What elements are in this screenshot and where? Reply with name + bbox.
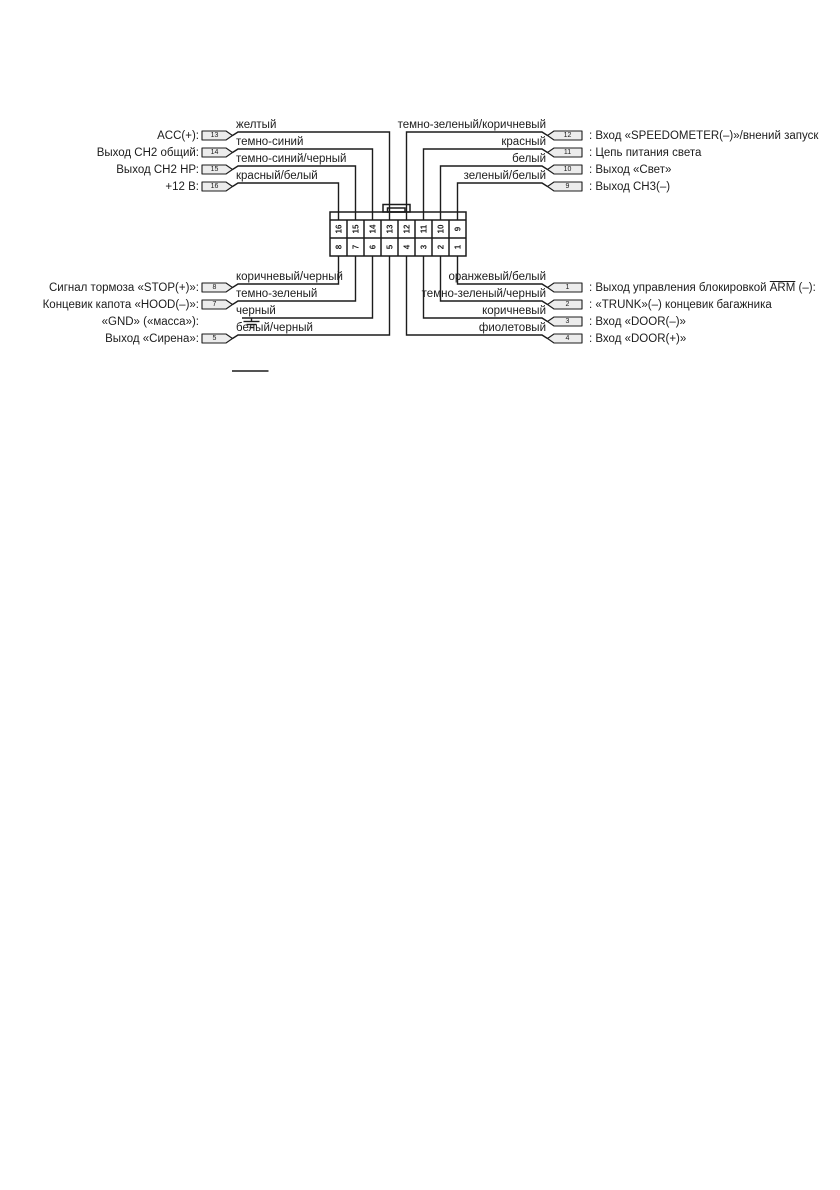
terminal-label-siren: Выход «Сирена»: xyxy=(105,332,199,345)
wire-color-label-9: зеленый/белый xyxy=(463,170,546,182)
terminal-label-12v: +12 В: xyxy=(165,180,199,193)
pin-tag-number-9: 9 xyxy=(565,183,570,190)
wire-color-label-11: красный xyxy=(501,136,546,148)
connector-pin-1: 1 xyxy=(453,244,462,250)
connector-pin-15: 15 xyxy=(351,224,360,234)
wire-color-label-12: темно-зеленый/коричневый xyxy=(397,119,546,131)
wire-color-label-8: коричневый/черный xyxy=(236,271,343,283)
wire-9 xyxy=(458,183,548,220)
terminal-label-speedometer: : Вход «SPEEDOMETER(–)»/внений запуск xyxy=(589,129,819,142)
terminal-label-stop: Сигнал тормоза «STOP(+)»: xyxy=(48,281,199,294)
wire-16 xyxy=(233,183,339,220)
pin-tag-number-11: 11 xyxy=(563,149,572,156)
wire-color-label-1: оранжевый/белый xyxy=(448,271,546,283)
arm-label-overlined: $\overline{ARM}$ xyxy=(769,281,796,294)
arm-label-post: (–): xyxy=(795,281,816,294)
pin-tag-number-12: 12 xyxy=(563,132,572,139)
pin-tag-number-2: 2 xyxy=(565,301,570,308)
wire-color-label-4: фиолетовый xyxy=(478,322,546,334)
terminal-label-hood: Концевик капота «HOOD(–)»: xyxy=(42,298,199,311)
terminal-label-acc: ACC(+): xyxy=(157,129,199,142)
terminal-label-light-output: : Выход «Свет» xyxy=(589,163,672,176)
pin-tag-number-15: 15 xyxy=(210,166,219,173)
wire-color-label-5: белый/черный xyxy=(236,322,313,334)
connector-pin-16: 16 xyxy=(334,224,343,234)
wire-color-label-7: темно-зеленый xyxy=(236,288,318,300)
pin-tag-number-3: 3 xyxy=(565,318,570,325)
pin-tag-number-1: 1 xyxy=(565,284,570,291)
connector-pin-9: 9 xyxy=(453,226,462,232)
terminal-label-door-minus: : Вход «DOOR(–)» xyxy=(589,315,686,328)
connector-pin-7: 7 xyxy=(351,244,360,250)
terminal-label-door-plus: : Вход «DOOR(+)» xyxy=(589,332,687,345)
terminal-label-gnd: «GND» («масса»): xyxy=(101,315,199,328)
wire-color-label-13: желтый xyxy=(236,119,277,131)
pin-tag-number-7: 7 xyxy=(212,301,217,308)
wire-color-label-10: белый xyxy=(512,153,546,165)
terminal-label-ch3-output: : Выход CH3(–) xyxy=(589,180,671,193)
connector-pin-10: 10 xyxy=(436,224,445,234)
wire-color-label-3: коричневый xyxy=(482,305,546,317)
terminal-label-trunk: : «TRUNK»(–) концевик багажника xyxy=(589,298,772,311)
connector-pin-14: 14 xyxy=(368,224,377,234)
pin-tag-number-5: 5 xyxy=(212,335,217,342)
wire-color-label-14: темно-синий xyxy=(236,136,304,148)
wire-color-label-gnd: черный xyxy=(236,305,276,317)
terminal-label-ch2-no: Выход CH2 НР: xyxy=(116,163,199,176)
connector-pin-8: 8 xyxy=(334,244,343,250)
pin-tag-number-8: 8 xyxy=(212,284,217,291)
pin-tag-number-16: 16 xyxy=(210,183,219,190)
terminal-label-arm-lock xyxy=(589,281,816,295)
connector-pin-13: 13 xyxy=(385,224,394,234)
connector-pin-2: 2 xyxy=(436,244,445,250)
arm-label-pre: : Выход управления блокировкой xyxy=(589,281,770,294)
wire-color-label-2: темно-зеленый/черный xyxy=(421,288,546,300)
connector-pin-6: 6 xyxy=(368,244,377,250)
pin-tag-number-4: 4 xyxy=(565,335,570,342)
pin-tag-number-13: 13 xyxy=(210,132,219,139)
wire-color-label-15: темно-синий/черный xyxy=(236,153,347,165)
terminal-label-light-circuit: : Цепь питания света xyxy=(589,146,702,159)
terminal-label-ch2-common: Выход CH2 общий: xyxy=(96,146,199,159)
connector-pin-11: 11 xyxy=(419,224,428,234)
connector-pin-5: 5 xyxy=(385,244,394,250)
pin-tag-number-14: 14 xyxy=(210,149,219,156)
pin-tag-number-10: 10 xyxy=(563,166,572,173)
connector-pin-12: 12 xyxy=(402,224,411,234)
wire-color-label-16: красный/белый xyxy=(236,170,318,182)
connector-pin-3: 3 xyxy=(419,244,428,250)
connector-pin-4: 4 xyxy=(402,244,411,250)
